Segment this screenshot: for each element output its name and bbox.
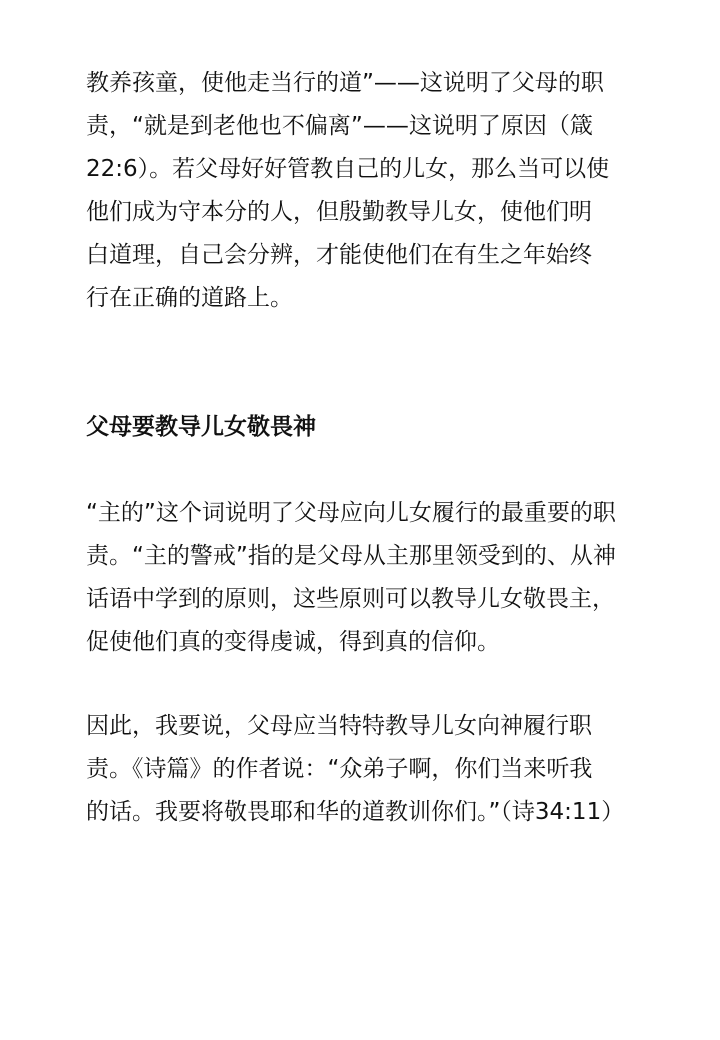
document-body xyxy=(86,62,646,834)
text-line: 教养孩童，使他走当行的道”——这说明了父母的职 xyxy=(86,70,604,96)
text-line: 因此，我要说，父母应当特特教导儿女向神履行职 xyxy=(86,713,592,739)
text-line: 责，“就是到老他也不偏离”——这说明了原因（箴 xyxy=(86,113,593,139)
text-line: 22:6）。若父母好好管教自己的儿女，那么当可以使 xyxy=(86,156,610,182)
text-line: 促使他们真的变得虔诚，得到真的信仰。 xyxy=(86,629,500,655)
text-line: “主的”这个词说明了父母应向儿女履行的最重要的职 xyxy=(86,500,616,526)
section-heading: 父母要教导儿女敬畏神 xyxy=(86,414,316,440)
text-line: 话语中学到的原则，这些原则可以教导儿女敬畏主， xyxy=(86,586,615,612)
text-line: 白道理，自己会分辨，才能使他们在有生之年始终 xyxy=(86,242,592,268)
text-line: 行在正确的道路上。 xyxy=(86,285,293,311)
paragraph-psalm-quote xyxy=(86,705,646,834)
text-line: 责。“主的警戒”指的是父母从主那里领受到的、从神 xyxy=(86,543,616,569)
text-line: 他们成为守本分的人，但殷勤教导儿女，使他们明 xyxy=(86,199,592,225)
text-line: 的话。我要将敬畏耶和华的道教训你们。”（诗34:11） xyxy=(86,799,625,825)
paragraph-parental-duty xyxy=(86,62,646,320)
paragraph-lords-instruction xyxy=(86,492,646,664)
text-line: 责。《诗篇》的作者说：“众弟子啊，你们当来听我 xyxy=(86,756,593,782)
